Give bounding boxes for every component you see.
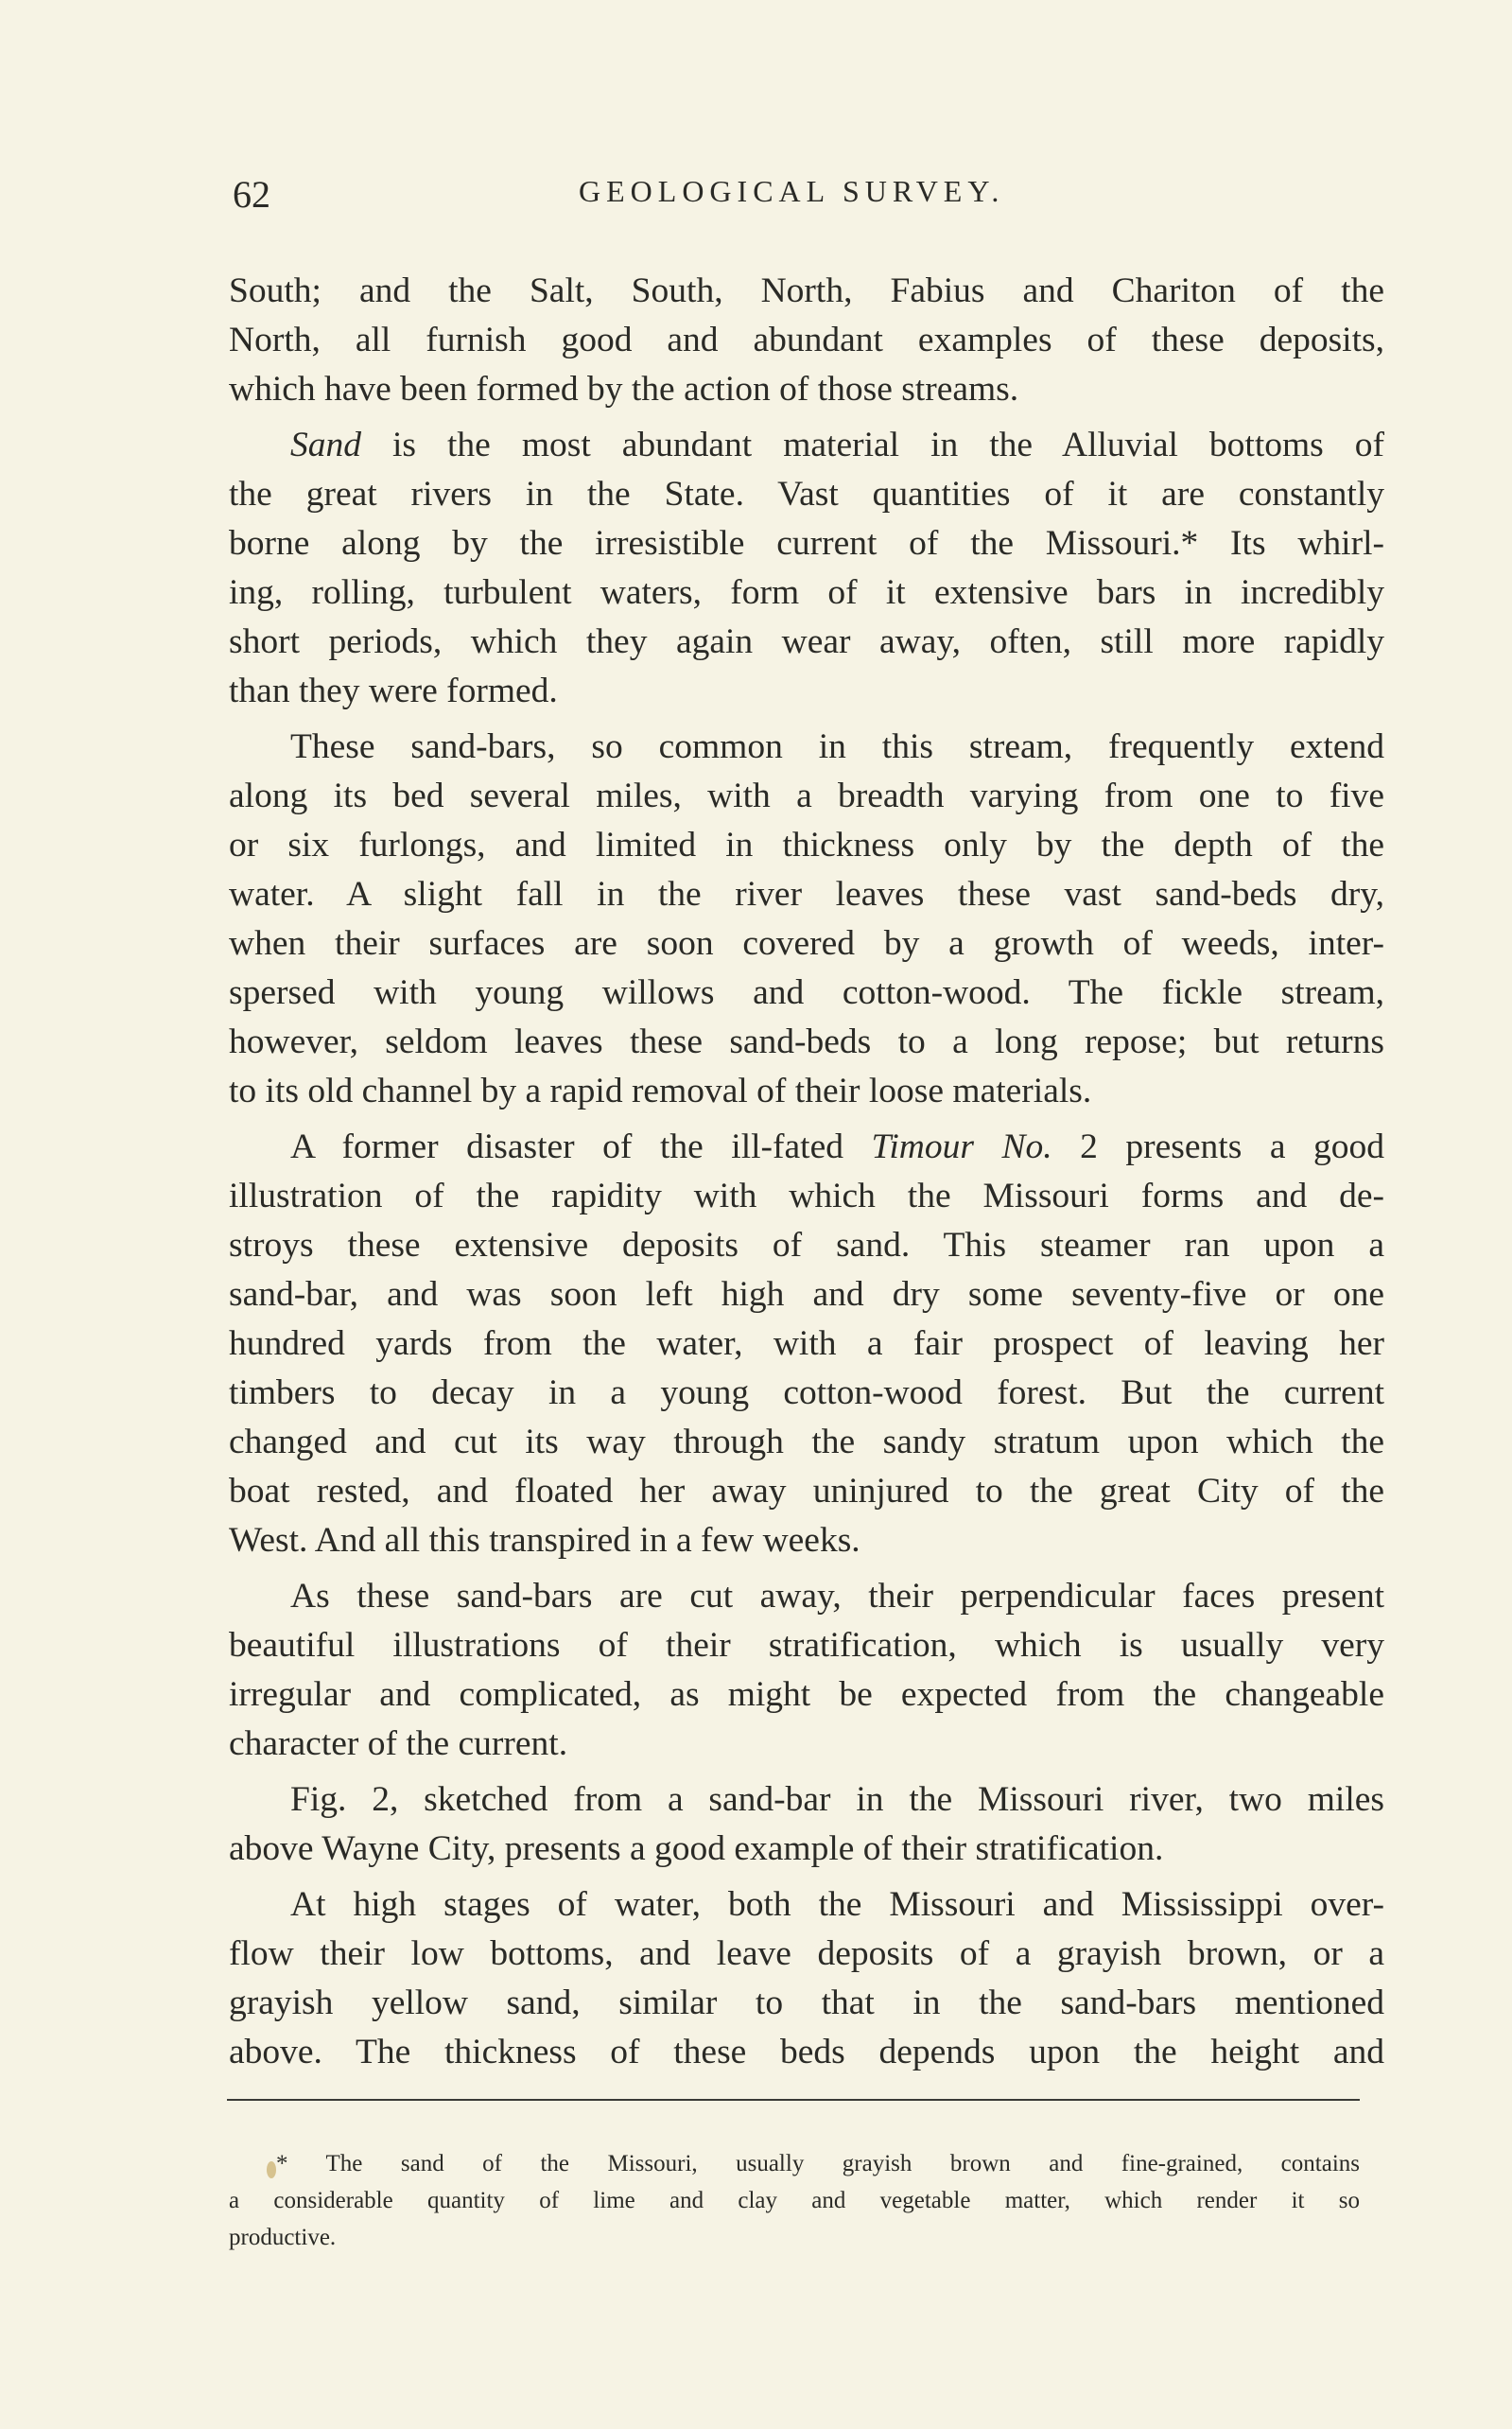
text-segment: above. The thickness of these beds depends upon the height and [229, 2033, 1384, 2071]
text-line [229, 365, 1384, 414]
paragraph [229, 1880, 1384, 2077]
paragraph [229, 421, 1384, 716]
paragraph [229, 723, 1384, 1116]
text-segment: West. And all this transpired in a few weeks. [229, 1521, 860, 1560]
text-line [229, 1720, 1384, 1769]
text-segment: beautiful illustrations of their stratification, which is usually very [229, 1626, 1384, 1665]
text-segment: timbers to decay in a young cotton-wood forest. But the current [229, 1373, 1384, 1412]
text-segment: North, all furnish good and abundant examples of these deposits, [229, 321, 1384, 359]
text-line [229, 723, 1384, 772]
text-line [229, 1979, 1384, 2028]
text-segment: As these sand-bars are cut away, their perpendicular faces present [290, 1577, 1384, 1616]
text-line [229, 421, 1384, 470]
text-segment: stroys these extensive deposits of sand. This steamer ran upon a [229, 1226, 1384, 1265]
text-segment: than they were formed. [229, 672, 558, 710]
text-line [229, 1369, 1384, 1418]
text-segment: the great rivers in the State. Vast quantities of it are constantly [229, 475, 1384, 514]
text-line [229, 1670, 1384, 1720]
text-segment: irregular and complicated, as might be expected from the changeable [229, 1675, 1384, 1714]
text-line [229, 1172, 1384, 1221]
text-segment: These sand-bars, so common in this stream, frequently extend [290, 727, 1384, 766]
text-segment: Fig. 2, sketched from a sand-bar in the Missouri river, two miles [290, 1780, 1384, 1819]
paragraph [229, 267, 1384, 414]
text-line [229, 2028, 1384, 2077]
text-segment: hundred yards from the water, with a fair prospect of leaving her [229, 1324, 1384, 1363]
text-segment: flow their low bottoms, and leave deposits of a grayish brown, or a [229, 1934, 1384, 1973]
text-line [229, 2219, 1360, 2256]
text-line [229, 1621, 1384, 1670]
text-line [229, 1221, 1384, 1270]
text-line [229, 772, 1384, 821]
text-segment: borne along by the irresistible current of the Missouri.* Its whirl- [229, 524, 1384, 563]
text-line [229, 969, 1384, 1018]
text-segment: however, seldom leaves these sand-beds to a long repose; but returns [229, 1022, 1384, 1061]
text-segment: * The sand of the Missouri, usually grayish brown and fine-grained, contains [276, 2151, 1360, 2176]
text-segment: At high stages of water, both the Missouri and Mississippi over- [290, 1885, 1384, 1924]
text-line [229, 1319, 1384, 1369]
running-title: GEOLOGICAL SURVEY. [579, 174, 1005, 208]
text-line [229, 2182, 1360, 2219]
text-line [229, 316, 1384, 365]
text-segment: to its old channel by a rapid removal of their loose materials. [229, 1072, 1092, 1110]
page-number: 62 [233, 173, 270, 216]
text-segment: when their surfaces are soon covered by a growth of weeds, inter- [229, 924, 1384, 963]
text-segment: productive. [229, 2225, 337, 2250]
italic-text: Sand [290, 426, 361, 464]
text-segment: A former disaster of the ill-fated [290, 1127, 872, 1166]
text-line [229, 267, 1384, 316]
text-segment: along its bed several miles, with a breadth varying from one to five [229, 777, 1384, 815]
text-line [229, 919, 1384, 969]
footnote [229, 2145, 1360, 2256]
text-line [229, 667, 1384, 716]
text-line [229, 618, 1384, 667]
paragraph [229, 1123, 1384, 1565]
text-line [229, 1572, 1384, 1621]
text-line [229, 1516, 1384, 1565]
footnote-divider [227, 2099, 1360, 2101]
paragraph [229, 1572, 1384, 1769]
text-segment: character of the current. [229, 1724, 568, 1763]
text-line [229, 870, 1384, 919]
text-line [229, 1825, 1384, 1874]
text-line [229, 1880, 1384, 1930]
text-line [229, 1123, 1384, 1172]
text-segment: boat rested, and floated her away uninjured to the great City of the [229, 1472, 1384, 1511]
text-segment: ing, rolling, turbulent waters, form of it extensive bars in incredibly [229, 573, 1384, 612]
text-segment: sand-bar, and was soon left high and dry some seventy-five or one [229, 1275, 1384, 1314]
text-segment: short periods, which they again wear away, often, still more rapidly [229, 622, 1384, 661]
text-line [229, 2145, 1360, 2182]
text-segment: spersed with young willows and cotton-wood. The fickle stream, [229, 973, 1384, 1012]
text-segment: water. A slight fall in the river leaves these vast sand-beds dry, [229, 875, 1384, 914]
text-line [229, 1067, 1384, 1116]
text-segment: South; and the Salt, South, North, Fabius and Chariton of the [229, 271, 1384, 310]
italic-text: Timour No. [871, 1127, 1052, 1166]
text-segment: changed and cut its way through the sandy stratum upon which the [229, 1423, 1384, 1461]
text-line [229, 1418, 1384, 1467]
text-segment: a considerable quantity of lime and clay and vegetable matter, which render it so [229, 2188, 1360, 2213]
text-segment: above Wayne City, presents a good example of their stratification. [229, 1829, 1164, 1868]
text-line [229, 519, 1384, 568]
text-segment: or six furlongs, and limited in thickness only by the depth of the [229, 826, 1384, 865]
text-line [229, 1467, 1384, 1516]
text-segment: which have been formed by the action of those streams. [229, 370, 1019, 409]
text-line [229, 568, 1384, 618]
text-segment: illustration of the rapidity with which the Missouri forms and de- [229, 1177, 1384, 1215]
text-segment: 2 presents a good [1051, 1127, 1384, 1166]
text-segment: grayish yellow sand, similar to that in the sand-bars mentioned [229, 1983, 1384, 2022]
text-line [229, 821, 1384, 870]
text-line [229, 1930, 1384, 1979]
text-line [229, 1775, 1384, 1825]
text-segment: is the most abundant material in the Alluvial bottoms of [361, 426, 1384, 464]
paragraph [229, 1775, 1384, 1874]
text-line [229, 1270, 1384, 1319]
text-line [229, 470, 1384, 519]
body-text [229, 267, 1384, 2084]
text-line [229, 1018, 1384, 1067]
